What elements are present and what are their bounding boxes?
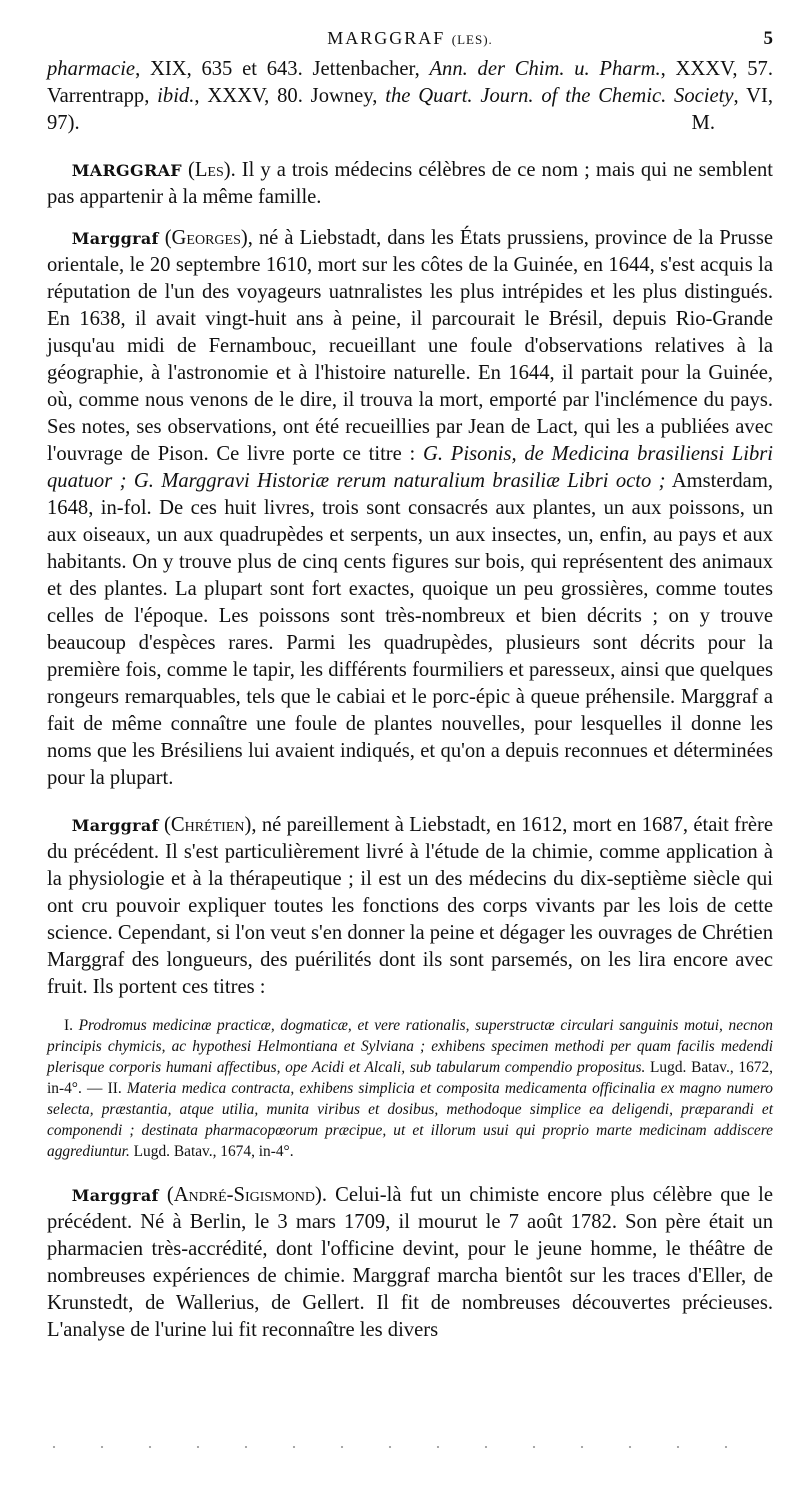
entry-text: ). Celui-là fut un chimiste encore plus célèbre que le précédent. Né à Berlin, le 3 mars 1709, il mourut le 7 août 1782. Son père était un pharmacien très-accrédité, dont l'officine devint, pour le jeune homme, le théâtre de nombreuses expériences de chimie. Marggraf marcha bientôt sur les traces d'Eller, de Krunstedt, de Wallerius, de Gellert. Il fit de nombreuses découvertes précieuses. L'analyse de l'urine lui fit reconnaître les divers (47, 1184, 773, 1341)
works-list (47, 1015, 773, 1162)
entry-name: Chrétien (170, 814, 245, 836)
cont-t1: pharmacie (47, 58, 136, 80)
cont-t4: , XXXV, 57. Varrentrapp, (47, 58, 773, 107)
work-title-1: Prodromus medicinæ practicæ, dogmaticæ, et vere rationalis, superstructæ circulari sanguinis motui, necnon principis chymicis, ac hypothesi Helmontiana et Sylviana ; exhibens specimen methodi per quam facilis medendi plerisque corporis humani affectibus, ope Acidi et Alcali, sub tabularum compendio propositus. (47, 1017, 773, 1076)
work-number: I. (63, 1017, 79, 1034)
bottom-dotted-edge (30, 1446, 770, 1448)
work-pub-1: Lugd. Batav., 1672, in-4°. — II. (47, 1059, 774, 1097)
entry-name: Georges (171, 227, 241, 249)
paren-open: ( (158, 1184, 174, 1206)
headword: MARGGRAF (71, 161, 182, 180)
entry-marggraf-georges (47, 225, 773, 792)
book-title: G. Pisonis, de Medicina brasiliensi Libri quatuor ; G. Marggravi Historiæ rerum naturalium brasiliæ Libri octo ; (47, 443, 773, 492)
running-title-main: MARGGRAF (327, 28, 452, 48)
running-title-small: (LES). (451, 32, 493, 47)
headword: Marggraf (71, 1186, 159, 1205)
entry-text-2: Amsterdam, 1648, in-fol. De ces huit livres, trois sont consacrés aux plantes, un aux poissons, un aux oiseaux, un aux quadrupèdes et serpents, un aux insectes, un, enfin, au pays et aux habitants. On y trouve plus de cinq cents figures sur bois, qui représentent des animaux et des plantes. La plupart sont fort exactes, quoique un peu grossières, comme toutes celles de l'époque. Les poissons sont très-nombreux et bien décrits ; on y trouve beaucoup d'espèces rares. Parmi les quadrupèdes, plusieurs sont décrits pour la première fois, comme le tapir, les différents fourmiliers et paresseux, ainsi que quelques rongeurs remarquables, tels que le cabiai et le porc-épic à queue préhensile. Marggraf a fait de même connaître une foule de plantes nouvelles, pour lesquelles il donne les noms que les Brésiliens lui avaient indiqués, et qu'on a depuis reconnues et déterminées pour la plupart. (47, 470, 773, 789)
work-title-2: Materia medica contracta, exhibens simplicia et composita medicamenta officinalia ex magno numero selecta, præstantia, atque utilia, munita viribus et dosibus, methodoque simplice ea deligendi, præparandi et componendi ; destinata pharmacopœorum præcipue, ut et illorum usui qui proprio marte medicinam addiscere aggrediuntur. (47, 1080, 774, 1160)
paren-open: ( (158, 814, 171, 836)
cont-t8: , VI, 97). (47, 85, 774, 134)
cont-t2: , XIX, 635 et 643. Jettenbacher, (135, 58, 430, 80)
page-number: 5 (763, 28, 773, 49)
entry-name: André-Sigismond (173, 1184, 315, 1206)
running-header (47, 28, 773, 56)
entry-marggraf-chretien (47, 812, 773, 1001)
entry-text: ), né pareillement à Liebstadt, en 1612, mort en 1687, était frère du précédent. Il s'est particulièrement livré à l'étude de la chimie, comme application à la physiologie et à la thérapeutique ; il est un des médecins du dix-septième siècle qui ont cru pouvoir expliquer toutes les fonctions des corps vivants par les lois de cette science. Cependant, si l'on veut s'en donner la peine et dégager les ouvrages de Chrétien Marggraf des longueurs, des puérilités dont ils sont parsemés, on les lira encore avec fruit. Ils portent ces titres : (47, 814, 773, 998)
headword: Marggraf (71, 229, 159, 248)
cont-t3: Ann. der Chim. u. Pharm. (429, 58, 661, 80)
work-pub-2: Lugd. Batav., 1674, in-4°. (129, 1143, 294, 1160)
page (47, 28, 773, 1344)
author-signature: M. (691, 112, 715, 134)
cont-t6: , XXXV, 80. Jowney, (194, 85, 386, 107)
entry-text: ), né à Liebstadt, dans les États prussiens, province de la Prusse orientale, le 20 septembre 1610, mort sur les côtes de la Guinée, en 1644, s'est acquis la réputation de l'un des voyageurs uatnralistes les plus intrépides et les plus distingués. En 1638, il avait vingt-huit ans à peine, il parcourait le Brésil, depuis Rio-Grande jusqu'au midi de Fernambouc, recueillant une foule d'observations relatives à la géographie, à l'astronomie et à l'histoire naturelle. En 1644, il partait pour la Guinée, où, comme nous venons de le dire, il trouva la mort, emporté par l'inclémence du pays. Ses notes, ses observations, ont été recueillies par Jean de Lact, qui les a publiées avec l'ouvrage de Pison. Ce livre porte ce titre : (47, 227, 773, 465)
entry-marggraf-les (47, 157, 773, 211)
headword: Marggraf (71, 816, 159, 835)
entry-text: Il y a trois médecins célèbres de ce nom ; mais qui ne semblent pas appartenir à la même famille. (47, 159, 773, 208)
running-title (47, 28, 773, 49)
paren-open: ( (158, 227, 172, 249)
cont-t5: ibid. (157, 85, 195, 107)
entry-name: (Les). (187, 159, 236, 181)
cont-t7: the Quart. Journ. of the Chemic. Society (385, 85, 734, 107)
entry-marggraf-andre (47, 1182, 773, 1344)
